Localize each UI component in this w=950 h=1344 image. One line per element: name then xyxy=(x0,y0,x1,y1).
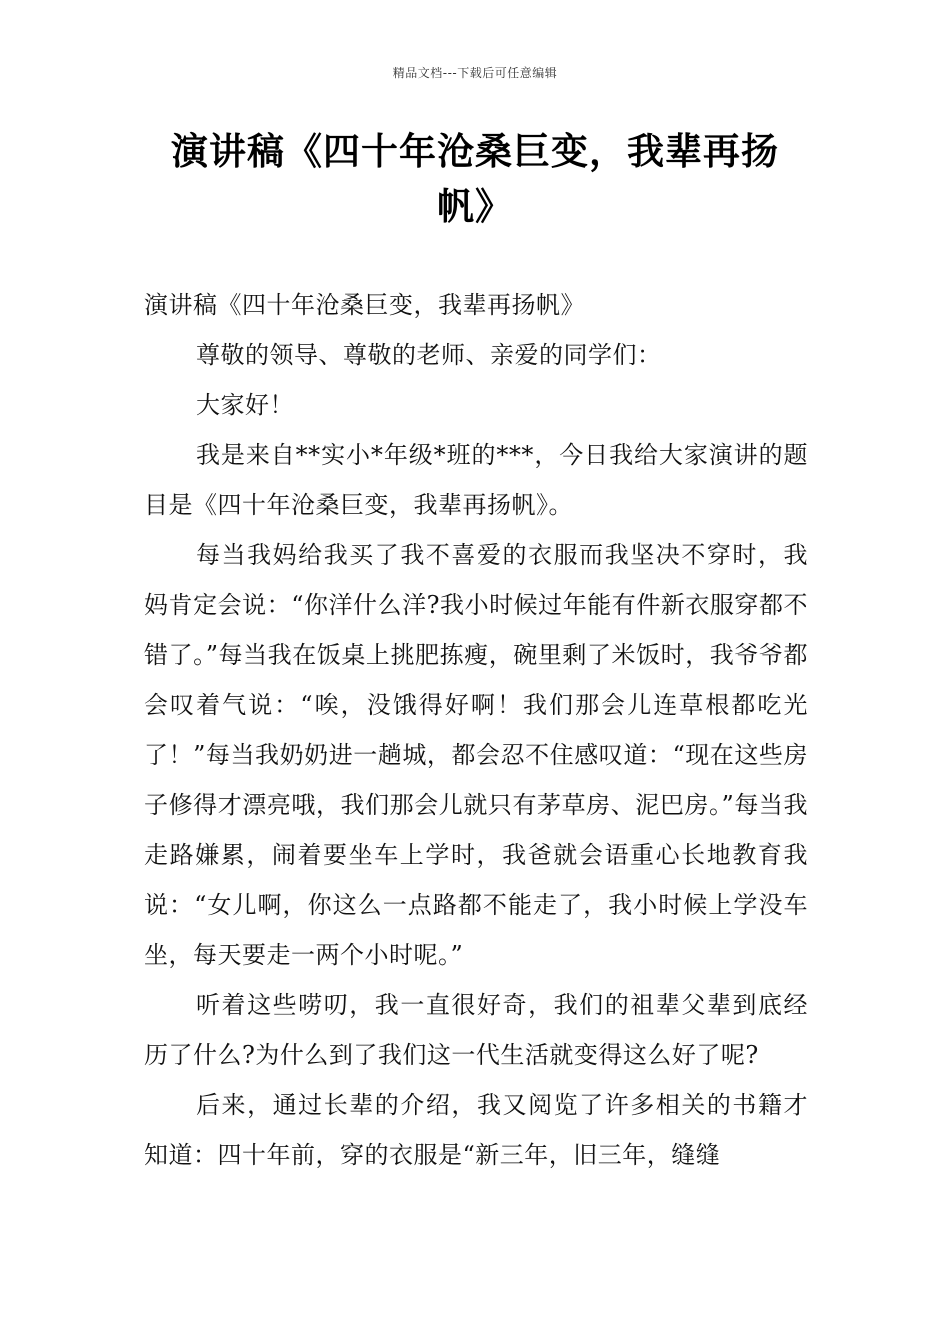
paragraph-salutation: 尊敬的领导、尊敬的老师、亲爱的同学们： xyxy=(196,341,662,369)
paragraph-curiosity: 听着这些唠叨，我一直很好奇，我们的祖辈父辈到底经历了什么?为什么到了我们这一代生活就变得这么好了呢? xyxy=(144,991,808,1069)
paragraph-title-repeat: 演讲稿《四十年沧桑巨变，我辈再扬帆》 xyxy=(144,291,585,319)
document-body xyxy=(144,280,808,1180)
document-title: 演讲稿《四十年沧桑巨变，我辈再扬帆》 xyxy=(171,130,779,228)
paragraph-introduction: 我是来自**实小*年级*班的***，今日我给大家演讲的题目是《四十年沧桑巨变，我辈再扬帆》。 xyxy=(144,441,808,519)
header-note: 精品文档---下载后可任意编辑 xyxy=(392,66,558,80)
paragraph-family-anecdotes: 每当我妈给我买了我不喜爱的衣服而我坚决不穿时，我妈肯定会说：“你洋什么洋?我小时候过年能有件新衣服穿都不错了。”每当我在饭桌上挑肥拣瘦，碗里剩了米饭时，我爷爷都会叹着气说：“唉，没饿得好啊！我们那会儿连草根都吃光了！”每当我奶奶进一趟城，都会忍不住感叹道：“现在这些房子修得才漂亮哦，我们那会儿就只有茅草房、泥巴房。”每当我走路嫌累，闹着要坐车上学时，我爸就会语重心长地教育我说：“女儿啊，你这么一点路都不能走了，我小时候上学没车坐，每天要走一两个小时呢。” xyxy=(144,541,808,969)
paragraph-discovery: 后来，通过长辈的介绍，我又阅览了许多相关的书籍才知道：四十年前，穿的衣服是“新三年，旧三年，缝缝 xyxy=(144,1091,808,1169)
paragraph-greeting: 大家好！ xyxy=(196,391,294,419)
